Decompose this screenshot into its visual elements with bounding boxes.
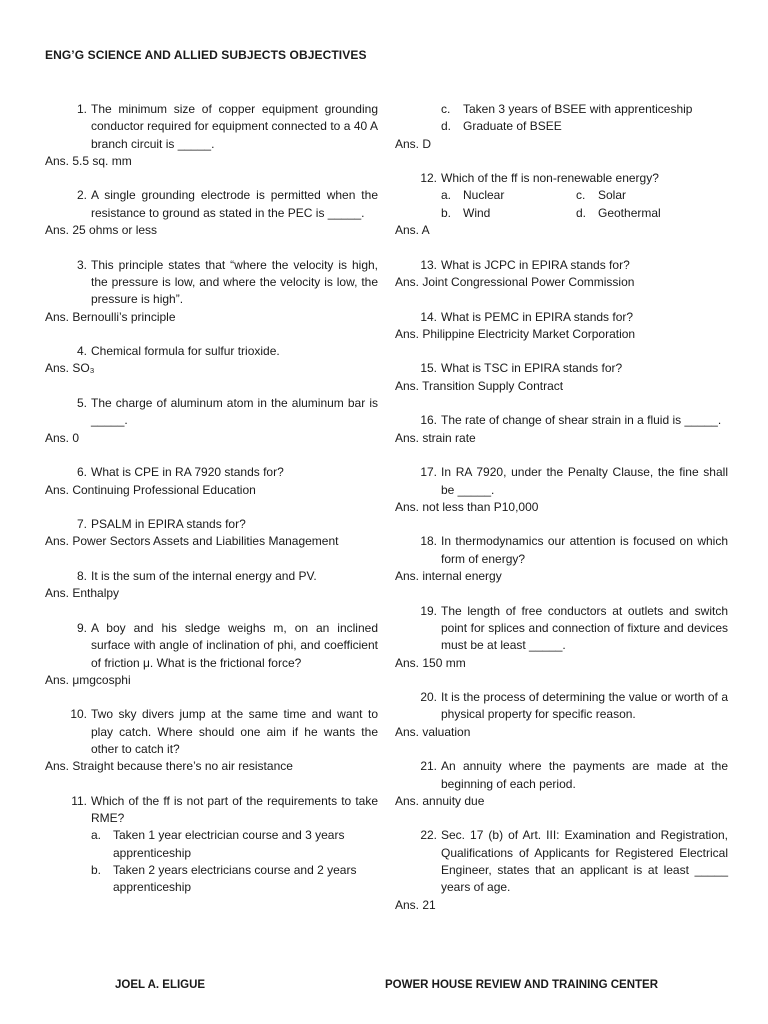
question-body: In thermodynamics our attention is focused on which form of energy? bbox=[441, 534, 728, 566]
question-item bbox=[395, 689, 728, 741]
question-body: A single grounding electrode is permitted when the resistance to ground as stated in the PEC is _____. bbox=[91, 188, 378, 220]
page-title: ENG’G SCIENCE AND ALLIED SUBJECTS OBJECTIVES bbox=[45, 48, 367, 62]
question-text bbox=[45, 257, 378, 309]
option-text: Nuclear bbox=[463, 188, 505, 203]
answer-text: Ans. SO₃ bbox=[45, 361, 95, 376]
option-letter: d. bbox=[576, 205, 587, 220]
question-text bbox=[45, 395, 378, 430]
question-number: 14. bbox=[420, 309, 437, 324]
question-item bbox=[395, 412, 728, 447]
question-item bbox=[395, 170, 728, 239]
question-text bbox=[395, 603, 728, 655]
question-item bbox=[395, 603, 728, 672]
question-number: 21. bbox=[420, 759, 437, 774]
question-body: It is the process of determining the value or worth of a physical property for specific reason. bbox=[441, 690, 728, 722]
question-text bbox=[45, 516, 378, 533]
question-item bbox=[45, 343, 378, 378]
answer-option bbox=[576, 187, 711, 204]
question-text bbox=[45, 706, 378, 758]
option-letter: b. bbox=[91, 863, 102, 878]
question-number: 19. bbox=[420, 603, 437, 618]
question-number: 1. bbox=[76, 102, 87, 116]
answer-option bbox=[576, 205, 711, 222]
answer-option bbox=[395, 118, 728, 135]
answer-text: Ans. Power Sectors Assets and Liabilities Management bbox=[45, 534, 339, 549]
question-item bbox=[395, 309, 728, 344]
answer-text: Ans. 25 ohms or less bbox=[45, 223, 158, 238]
question-item bbox=[45, 101, 378, 170]
answer-text: Ans. Bernoulli’s principle bbox=[45, 309, 176, 324]
answer-text: Ans. Transition Supply Contract bbox=[395, 378, 564, 393]
option-text: Geothermal bbox=[598, 205, 661, 220]
question-text bbox=[395, 170, 728, 187]
option-letter: a. bbox=[91, 828, 102, 843]
answer-text: Ans. not less than P10,000 bbox=[395, 499, 539, 514]
question-item bbox=[45, 793, 378, 897]
answer-option bbox=[395, 101, 728, 118]
question-body: Which of the ff is non-renewable energy? bbox=[441, 171, 659, 186]
question-number: 18. bbox=[420, 534, 437, 549]
answer-text: Ans. 5.5 sq. mm bbox=[45, 153, 132, 168]
question-number: 12. bbox=[420, 171, 437, 186]
question-text bbox=[45, 343, 378, 360]
question-body: The charge of aluminum atom in the aluminum bar is _____. bbox=[91, 396, 378, 428]
answer-text: Ans. 21 bbox=[395, 897, 436, 912]
option-text: Taken 3 years of BSEE with apprenticeship bbox=[463, 102, 693, 116]
question-body: The minimum size of copper equipment grounding conductor required for equipment connected to a 40 A branch circuit is _____. bbox=[91, 102, 378, 151]
question-text bbox=[45, 464, 378, 481]
question-text bbox=[45, 620, 378, 672]
question-number: 6. bbox=[76, 465, 87, 480]
question-body: What is CPE in RA 7920 stands for? bbox=[91, 465, 284, 480]
question-body: It is the sum of the internal energy and PV. bbox=[91, 569, 317, 584]
answer-text: Ans. annuity due bbox=[395, 793, 485, 808]
option-letter: b. bbox=[441, 205, 452, 220]
question-item bbox=[395, 758, 728, 810]
question-text bbox=[395, 464, 728, 499]
option-text: Wind bbox=[463, 205, 491, 220]
question-item bbox=[395, 827, 728, 913]
question-body: What is PEMC in EPIRA stands for? bbox=[441, 309, 634, 324]
question-item bbox=[45, 187, 378, 239]
option-letter: a. bbox=[441, 188, 452, 203]
question-number: 13. bbox=[420, 257, 437, 272]
option-text: Graduate of BSEE bbox=[463, 119, 562, 134]
answer-text: Ans. Continuing Professional Education bbox=[45, 482, 256, 497]
question-text bbox=[395, 360, 728, 377]
question-item bbox=[45, 395, 378, 447]
question-text bbox=[45, 568, 378, 585]
question-item bbox=[45, 620, 378, 689]
question-item bbox=[45, 516, 378, 551]
answer-text: Ans. Enthalpy bbox=[45, 586, 120, 601]
question-body: What is TSC in EPIRA stands for? bbox=[441, 361, 623, 376]
footer-author: JOEL A. ELIGUE bbox=[115, 979, 206, 991]
question-item bbox=[395, 257, 728, 292]
question-number: 17. bbox=[420, 465, 437, 480]
question-text bbox=[45, 101, 378, 153]
question-text bbox=[45, 187, 378, 222]
question-text bbox=[395, 689, 728, 724]
question-number: 2. bbox=[76, 188, 87, 203]
option-text: Taken 2 years electricians course and 2 years apprenticeship bbox=[113, 863, 357, 895]
answer-option bbox=[45, 862, 378, 897]
option-text: Solar bbox=[598, 188, 627, 203]
question-number: 8. bbox=[76, 569, 87, 584]
question-text bbox=[395, 309, 728, 326]
answer-option bbox=[45, 827, 378, 862]
question-number: 9. bbox=[76, 620, 87, 635]
question-text bbox=[45, 793, 378, 828]
question-number: 20. bbox=[420, 690, 437, 705]
answer-text: Ans. valuation bbox=[395, 724, 471, 739]
question-number: 5. bbox=[76, 396, 87, 411]
question-number: 7. bbox=[76, 517, 87, 532]
question-text bbox=[395, 257, 728, 274]
question-item bbox=[45, 706, 378, 775]
answer-option-row bbox=[395, 205, 728, 222]
answer-option bbox=[441, 187, 576, 204]
answer-text: Ans. A bbox=[395, 223, 430, 238]
option-letter: c. bbox=[441, 102, 451, 116]
question-number: 10. bbox=[70, 707, 87, 722]
answer-option-row bbox=[395, 187, 728, 204]
answer-text: Ans. μmgcosphi bbox=[45, 672, 131, 687]
question-number: 3. bbox=[76, 257, 87, 272]
answer-text: Ans. Joint Congressional Power Commission bbox=[395, 274, 635, 289]
answer-text: Ans. 150 mm bbox=[395, 655, 466, 670]
question-item bbox=[45, 568, 378, 603]
question-body: Sec. 17 (b) of Art. III: Examination and Registration, Qualifications of Applicants for Registered Electrical Engineer, states that an applicant is at least _____ years of age. bbox=[441, 828, 728, 895]
option-letter: d. bbox=[441, 119, 452, 134]
question-body: Chemical formula for sulfur trioxide. bbox=[91, 344, 280, 359]
question-body: Two sky divers jump at the same time and want to play catch. Where should one aim if he wants the other to catch it? bbox=[91, 707, 378, 756]
question-body: In RA 7920, under the Penalty Clause, the fine shall be _____. bbox=[441, 465, 728, 497]
question-body: What is JCPC in EPIRA stands for? bbox=[441, 257, 630, 272]
question-text bbox=[395, 758, 728, 793]
answer-text: Ans. internal energy bbox=[395, 569, 502, 584]
question-number: 22. bbox=[420, 828, 437, 843]
question-item bbox=[395, 533, 728, 585]
question-text bbox=[395, 533, 728, 568]
question-body: The rate of change of shear strain in a fluid is _____. bbox=[441, 413, 722, 428]
option-text: Taken 1 year electrician course and 3 years apprenticeship bbox=[113, 828, 345, 860]
question-body: An annuity where the payments are made at the beginning of each period. bbox=[441, 759, 728, 791]
footer-review-center: POWER HOUSE REVIEW AND TRAINING CENTER bbox=[385, 979, 659, 991]
question-item bbox=[395, 360, 728, 395]
question-body: PSALM in EPIRA stands for? bbox=[91, 517, 246, 532]
answer-option bbox=[441, 205, 576, 222]
question-number: 11. bbox=[71, 793, 87, 808]
left-column bbox=[45, 101, 378, 897]
question-item bbox=[45, 257, 378, 326]
answer-text: Ans. D bbox=[395, 136, 432, 151]
question-text bbox=[395, 827, 728, 896]
answer-text: Ans. Straight because there’s no air resistance bbox=[45, 759, 293, 774]
question-item bbox=[45, 464, 378, 499]
question-number: 15. bbox=[420, 361, 437, 376]
question-text bbox=[395, 412, 728, 429]
question-body: Which of the ff is not part of the requirements to take RME? bbox=[91, 793, 378, 826]
option-letter: c. bbox=[576, 188, 586, 203]
question-number: 16. bbox=[420, 413, 437, 428]
question-number: 4. bbox=[76, 344, 87, 359]
question-item bbox=[395, 464, 728, 516]
question-item bbox=[395, 101, 728, 153]
answer-text: Ans. Philippine Electricity Market Corporation bbox=[395, 326, 636, 341]
answer-text: Ans. strain rate bbox=[395, 430, 476, 445]
question-body: A boy and his sledge weighs m, on an inclined surface with angle of inclination of phi, and coefficient of friction μ. What is the frictional force? bbox=[91, 620, 378, 670]
answer-text: Ans. 0 bbox=[45, 430, 80, 445]
right-column bbox=[395, 101, 728, 931]
question-body: The length of free conductors at outlets and switch point for splices and connection of fixture and devices must be at least _____. bbox=[441, 603, 728, 653]
question-body: This principle states that “where the velocity is high, the pressure is low, and where the velocity is low, the pressure is high”. bbox=[91, 257, 378, 307]
